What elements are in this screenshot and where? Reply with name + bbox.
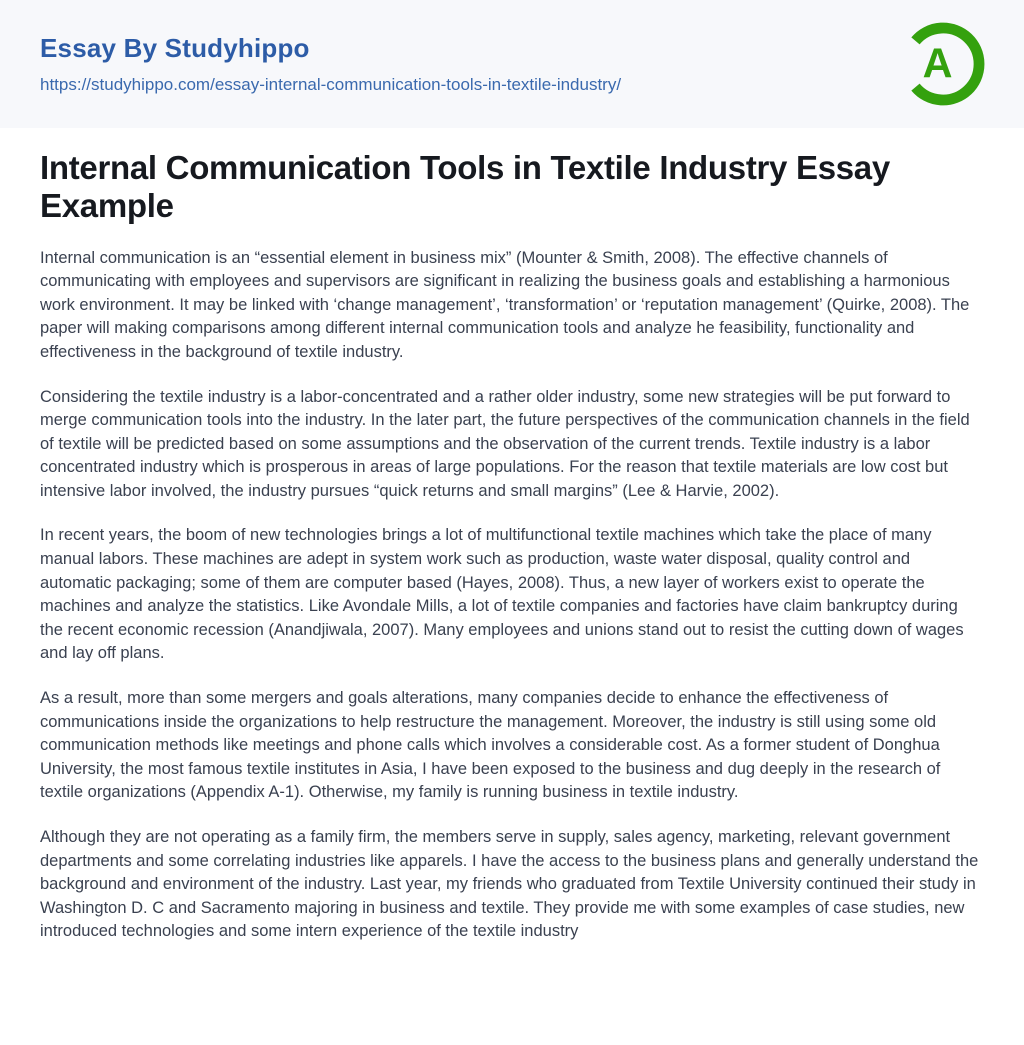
essay-paragraph-3: In recent years, the boom of new technologies brings a lot of multifunctional textile machines which take the place of many manual labors. These machines are adept in system work such as production, waste water disposal, quality control and automatic packaging; some of them are computer based (Hayes, 2008). Thus, a new layer of workers exist to operate the machines and analyze the statistics. Like Avondale Mills, a lot of textile companies and factories have claim bankruptcy during the recent economic recession (Anandjiwala, 2007). Many employees and unions stand out to resist the cutting down of wages and lay off plans. [40, 526, 964, 663]
essay-paragraph-5: Although they are not operating as a family firm, the members serve in supply, sales agency, marketing, relevant government departments and some correlating industries like apparels. I have the access to the business plans and generally understand the background and environment of the industry. Last year, my friends who graduated from Textile University continued their study in Washington D. C and Sacramento majoring in business and textile. They provide me with some examples of case studies, new introduced technologies and some intern experience of the textile industry [40, 828, 979, 941]
essay-paragraph-4: As a result, more than some mergers and goals alterations, many companies decide to enhance the effectiveness of communications inside the organizations to help restructure the management. Moreover, the industry is still using some old communication methods like meetings and phone calls which involves a considerable cost. As a former student of Donghua University, the most famous textile institutes in Asia, I have been exposed to the business and dug deeply in the research of textile organizations (Appendix A-1). Otherwise, my family is running business in textile industry. [40, 689, 941, 802]
essay-title: Internal Communication Tools in Textile Industry Essay Example [40, 149, 890, 225]
page-header [0, 0, 1024, 128]
essay-content [0, 128, 1024, 944]
page-url-link[interactable]: https://studyhippo.com/essay-internal-communication-tools-in-textile-industry/ [40, 75, 622, 94]
header-text-block [40, 33, 621, 95]
studyhippo-logo-icon [898, 18, 988, 110]
logo-letter: A [922, 40, 953, 87]
site-title: Essay By Studyhippo [40, 33, 310, 63]
essay-paragraph-1: Internal communication is an “essential element in business mix” (Mounter & Smith, 2008). The effective channels of communicating with employees and supervisors are significant in realizing the business goals and establishing a harmonious work environment. It may be linked with ‘change management’, ‘transformation’ or ‘reputation management’ (Quirke, 2008). The paper will making comparisons among different internal communication tools and analyze he feasibility, functionality and effectiveness in the background of textile industry. [40, 248, 970, 361]
essay-paragraph-2: Considering the textile industry is a labor-concentrated and a rather older industry, some new strategies will be put forward to merge communication tools into the industry. In the later part, the future perspectives of the communication channels in the field of textile will be predicted based on some assumptions and the observation of the current trends. Textile industry is a labor concentrated industry which is prosperous in areas of large populations. For the reason that textile materials are low cost but intensive labor involved, the industry pursues “quick returns and small margins” (Lee & Harvie, 2002). [40, 387, 970, 500]
